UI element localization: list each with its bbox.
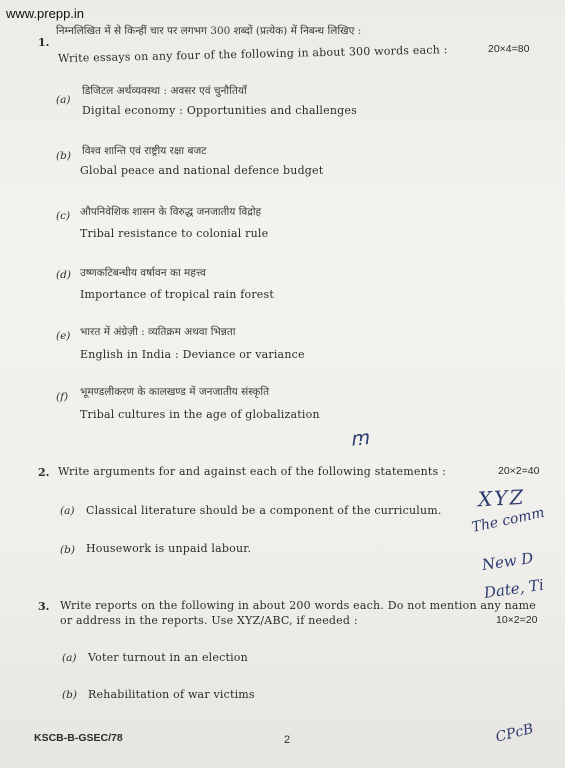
q1-english-instruction: Write essays on any four of the following in about 300 words each : (57, 43, 448, 65)
q3b-label: (b) (62, 689, 77, 701)
handwritten-xyz: XYZ (477, 484, 526, 512)
q1d-hindi: उष्णकटिबन्धीय वर्षावन का महत्त्व (80, 267, 206, 279)
q1e-label: (e) (56, 330, 71, 342)
q1f-label: (f) (56, 391, 69, 403)
q3b-text: Rehabilitation of war victims (88, 688, 255, 701)
handwritten-line-2: New D (480, 548, 535, 574)
handwritten-scribble: ꭑ (348, 425, 370, 451)
q1f-hindi: भूमण्डलीकरण के कालखण्ड में जनजातीय संस्कृति (80, 386, 270, 398)
q1c-english: Tribal resistance to colonial rule (80, 227, 269, 240)
paper-code: KSCB-B-GSEC/78 (34, 732, 123, 744)
watermark: www.prepp.in (6, 6, 85, 21)
q1a-english: Digital economy : Opportunities and challenges (82, 104, 357, 117)
q2a-text: Classical literature should be a component of the curriculum. (86, 504, 442, 517)
q1b-english: Global peace and national defence budget (80, 164, 324, 177)
q1a-hindi: डिजिटल अर्थव्यवस्था : अवसर एवं चुनौतियाँ (82, 85, 247, 97)
q1b-hindi: विश्व शान्ति एवं राष्ट्रीय रक्षा बजट (82, 145, 207, 157)
q1e-hindi: भारत में अंग्रेज़ी : व्यतिक्रम अथवा भिन्नता (80, 326, 236, 338)
q2-number: 2. (38, 466, 50, 479)
q3-instruction-line-2: or address in the reports. Use XYZ/ABC, if needed : (60, 614, 358, 627)
q1e-english: English in India : Deviance or variance (80, 348, 305, 361)
q1f-english: Tribal cultures in the age of globalization (80, 408, 320, 421)
q2-marks: 20×2=40 (498, 465, 540, 477)
q1-hindi-instruction: निम्नलिखित में से किन्हीं चार पर लगभग 300 शब्दों (प्रत्येक) में निबन्ध लिखिए : (56, 25, 362, 37)
q1b-label: (b) (56, 150, 71, 162)
q2-instruction: Write arguments for and against each of the following statements : (58, 465, 446, 478)
q2b-label: (b) (60, 544, 75, 556)
q1d-english: Importance of tropical rain forest (80, 288, 274, 301)
q3-marks: 10×2=20 (496, 614, 538, 626)
q1c-hindi: औपनिवेशिक शासन के विरुद्ध जनजातीय विद्रोह (80, 206, 262, 218)
handwritten-line-1: The comm (470, 504, 546, 536)
page-number: 2 (284, 734, 291, 746)
q3-instruction-line-1: Write reports on the following in about 200 words each. Do not mention any name (60, 599, 536, 612)
q3a-text: Voter turnout in an election (88, 651, 248, 664)
q1-marks: 20×4=80 (488, 43, 530, 55)
q1-number: 1. (38, 36, 50, 49)
handwritten-bottom: CPcB (494, 720, 536, 746)
q1c-label: (c) (56, 210, 71, 222)
q1a-label: (a) (56, 94, 71, 106)
q2a-label: (a) (60, 505, 75, 517)
handwritten-line-3: Date, Ti (482, 575, 545, 602)
q3-number: 3. (38, 600, 50, 613)
q2b-text: Housework is unpaid labour. (86, 542, 252, 555)
q1d-label: (d) (56, 269, 71, 281)
q3a-label: (a) (62, 652, 77, 664)
